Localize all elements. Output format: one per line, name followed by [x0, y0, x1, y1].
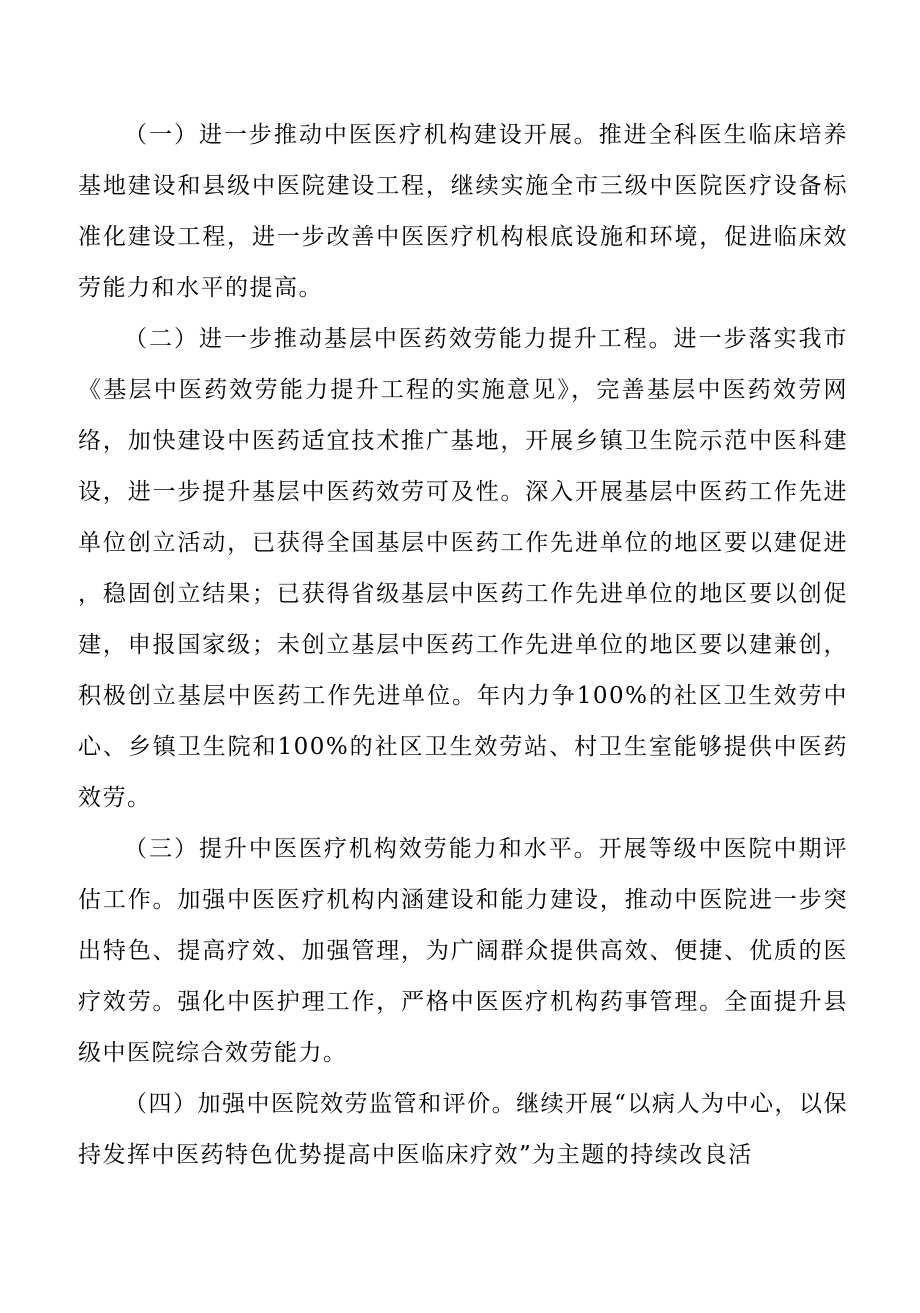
paragraph-4: （四）加强中医院效劳监管和评价。继续开展“以病人为中心，以保持发挥中医药特色优势提高中医临床疗效”为主题的持续改良活	[78, 1091, 848, 1168]
document-body	[78, 110, 848, 1181]
paragraph-1: （一）进一步推动中医医疗机构建设开展。推进全科医生临床培养基地建设和县级中医院建设工程，继续实施全市三级中医院医疗设备标准化建设工程，进一步改善中医医疗机构根底设施和环境，促进临床效劳能力和水平的提高。	[78, 122, 848, 301]
paragraph-3: （三）提升中医医疗机构效劳能力和水平。开展等级中医院中期评估工作。加强中医医疗机构内涵建设和能力建设，推动中医院进一步突出特色、提高疗效、加强管理，为广阔群众提供高效、便捷、优质的医疗效劳。强化中医护理工作，严格中医医疗机构药事管理。全面提升县级中医院综合效劳能力。	[78, 836, 848, 1066]
paragraph-2: （二）进一步推动基层中医药效劳能力提升工程。进一步落实我市《基层中医药效劳能力提升工程的实施意见》，完善基层中医药效劳网络，加快建设中医药适宜技术推广基地，开展乡镇卫生院示范中医科建设，进一步提升基层中医药效劳可及性。深入开展基层中医药工作先进单位创立活动，已获得全国基层中医药工作先进单位的地区要以建促进，稳固创立结果；已获得省级基层中医药工作先进单位的地区要以创促建，申报国家级；未创立基层中医药工作先进单位的地区要以建兼创，积极创立基层中医药工作先进单位。年内力争100%的社区卫生效劳中心、乡镇卫生院和100%的社区卫生效劳站、村卫生室能够提供中医药效劳。	[78, 326, 848, 811]
